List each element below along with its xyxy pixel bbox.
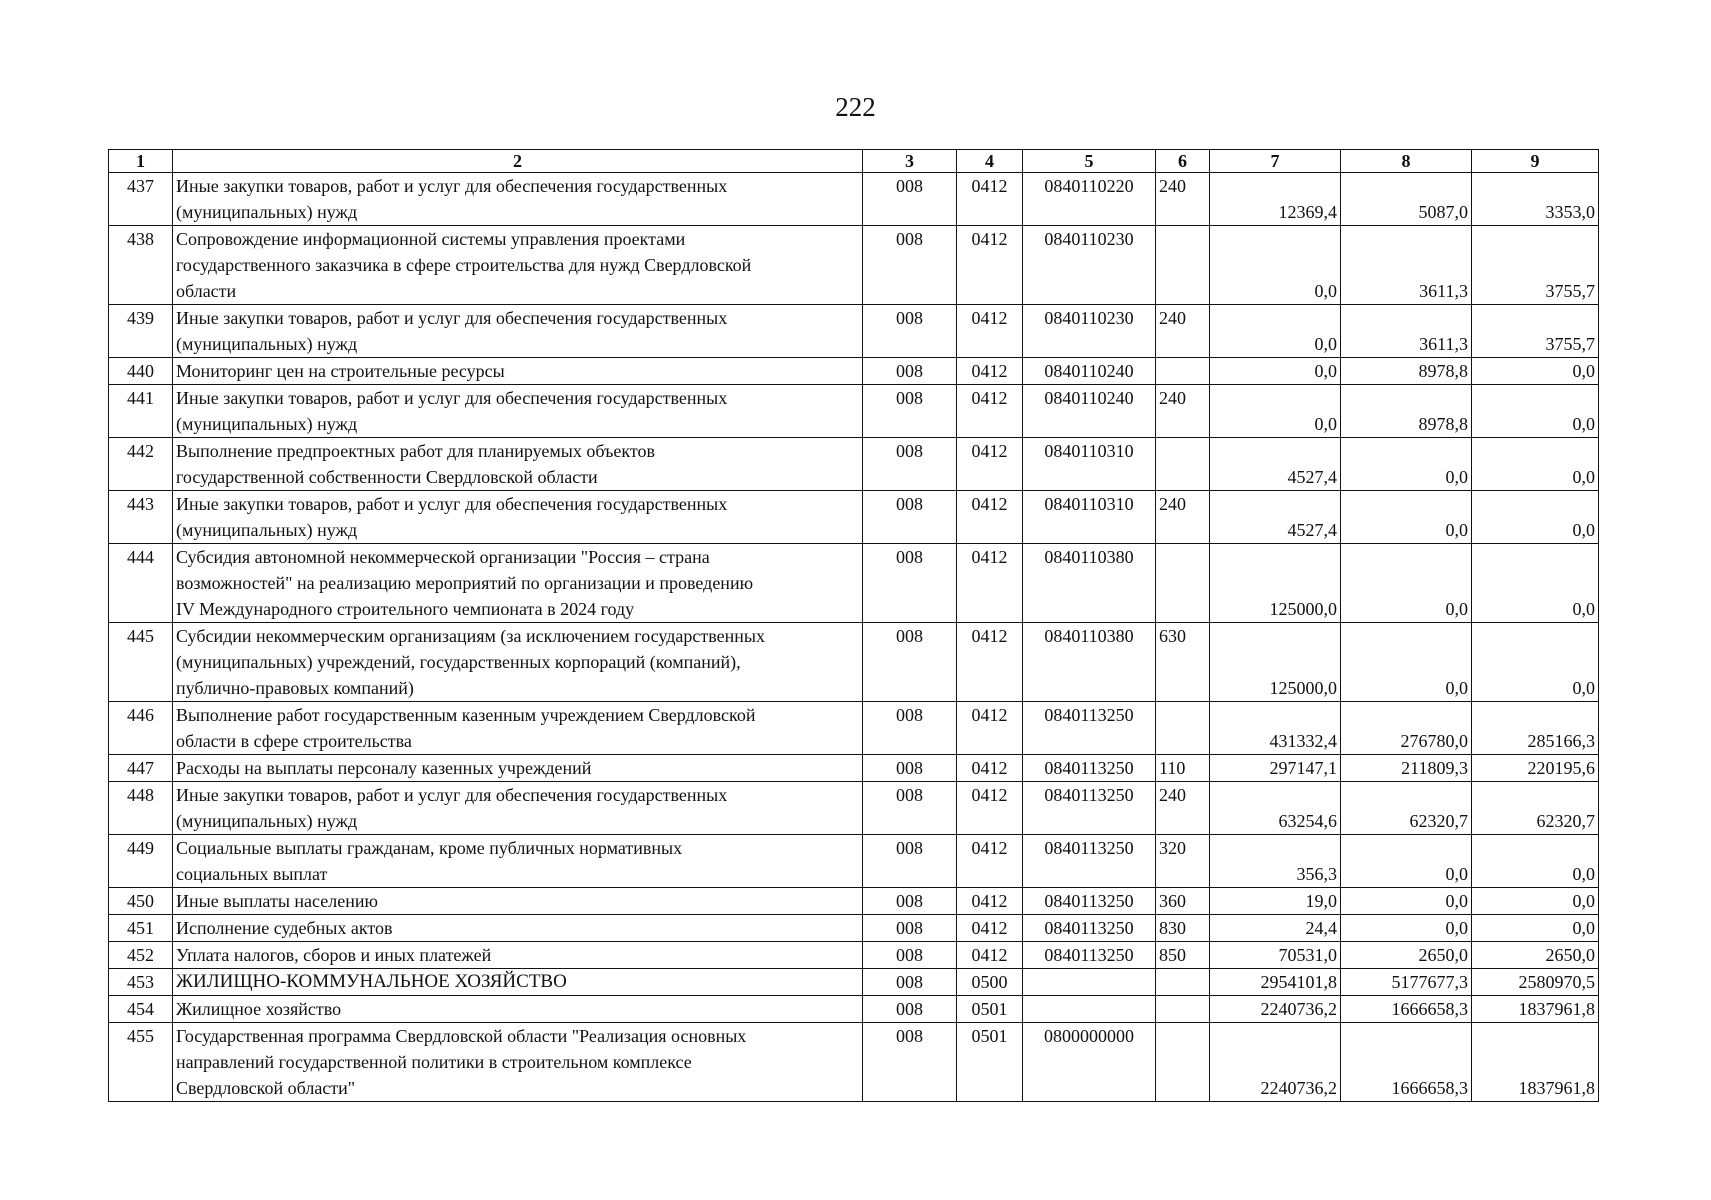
row-number: 440 [109, 358, 173, 385]
code-section: 0412 [957, 835, 1023, 888]
amount-2024: 431332,4 [1210, 702, 1341, 755]
code-type: 630 [1156, 623, 1210, 702]
row-number: 454 [109, 996, 173, 1023]
amount-2026: 3755,7 [1472, 305, 1599, 358]
row-name: Иные выплаты населению [173, 888, 863, 915]
amount-2025: 0,0 [1341, 491, 1472, 544]
table-row [109, 623, 1599, 702]
amount-2024: 24,4 [1210, 915, 1341, 942]
header-cell: 4 [957, 150, 1023, 173]
row-name: Сопровождение информационной системы управления проектами государственного заказчика в сфере строительства для нужд Свердловской области [173, 226, 863, 305]
amount-2025: 0,0 [1341, 438, 1472, 491]
code-section: 0412 [957, 888, 1023, 915]
code-section: 0412 [957, 942, 1023, 969]
amount-2024: 63254,6 [1210, 782, 1341, 835]
row-name: Иные закупки товаров, работ и услуг для обеспечения государственных (муниципальных) нужд [173, 782, 863, 835]
table-row [109, 835, 1599, 888]
row-name: Субсидии некоммерческим организациям (за исключением государственных (муниципальных) учреждений, государственных корпораций (компаний), публично-правовых компаний) [173, 623, 863, 702]
code-target: 0840110310 [1023, 491, 1156, 544]
amount-2026: 1837961,8 [1472, 1023, 1599, 1102]
row-name: Исполнение судебных актов [173, 915, 863, 942]
code-admin: 008 [863, 1023, 957, 1102]
amount-2025: 1666658,3 [1341, 1023, 1472, 1102]
code-target [1023, 996, 1156, 1023]
header-cell: 7 [1210, 150, 1341, 173]
code-target: 0840110380 [1023, 544, 1156, 623]
amount-2026: 0,0 [1472, 915, 1599, 942]
code-type [1156, 438, 1210, 491]
amount-2024: 125000,0 [1210, 544, 1341, 623]
code-admin: 008 [863, 782, 957, 835]
code-target: 0840110230 [1023, 305, 1156, 358]
row-name: Мониторинг цен на строительные ресурсы [173, 358, 863, 385]
row-name: ЖИЛИЩНО-КОММУНАЛЬНОЕ ХОЗЯЙСТВО [173, 969, 863, 996]
amount-2025: 0,0 [1341, 544, 1472, 623]
table-row [109, 305, 1599, 358]
code-section: 0412 [957, 915, 1023, 942]
code-section: 0501 [957, 1023, 1023, 1102]
code-type: 110 [1156, 755, 1210, 782]
code-type: 240 [1156, 385, 1210, 438]
row-name: Выполнение предпроектных работ для планируемых объектов государственной собственности Свердловской области [173, 438, 863, 491]
code-section: 0412 [957, 782, 1023, 835]
amount-2025: 8978,8 [1341, 385, 1472, 438]
code-target: 0840113250 [1023, 755, 1156, 782]
row-number: 437 [109, 173, 173, 226]
code-section: 0412 [957, 226, 1023, 305]
header-cell: 3 [863, 150, 957, 173]
amount-2024: 2240736,2 [1210, 1023, 1341, 1102]
code-type [1156, 969, 1210, 996]
amount-2024: 19,0 [1210, 888, 1341, 915]
table-row [109, 702, 1599, 755]
code-type: 240 [1156, 782, 1210, 835]
amount-2025: 276780,0 [1341, 702, 1472, 755]
table-row [109, 438, 1599, 491]
amount-2025: 1666658,3 [1341, 996, 1472, 1023]
code-admin: 008 [863, 438, 957, 491]
amount-2026: 2580970,5 [1472, 969, 1599, 996]
code-target: 0840113250 [1023, 942, 1156, 969]
amount-2024: 0,0 [1210, 226, 1341, 305]
amount-2026: 0,0 [1472, 438, 1599, 491]
row-number: 444 [109, 544, 173, 623]
amount-2024: 125000,0 [1210, 623, 1341, 702]
code-section: 0412 [957, 358, 1023, 385]
amount-2025: 0,0 [1341, 623, 1472, 702]
code-target: 0840110240 [1023, 385, 1156, 438]
row-name: Иные закупки товаров, работ и услуг для обеспечения государственных (муниципальных) нужд [173, 491, 863, 544]
row-name: Субсидия автономной некоммерческой организации "Россия – страна возможностей" на реализацию мероприятий по организации и проведению IV Международного строительного чемпионата в 2024 году [173, 544, 863, 623]
table-row [109, 915, 1599, 942]
amount-2024: 4527,4 [1210, 438, 1341, 491]
code-section: 0501 [957, 996, 1023, 1023]
code-target: 0800000000 [1023, 1023, 1156, 1102]
code-target: 0840110380 [1023, 623, 1156, 702]
amount-2024: 70531,0 [1210, 942, 1341, 969]
code-type [1156, 544, 1210, 623]
table-row [109, 358, 1599, 385]
amount-2025: 3611,3 [1341, 226, 1472, 305]
table-row [109, 755, 1599, 782]
code-target: 0840113250 [1023, 702, 1156, 755]
code-type: 320 [1156, 835, 1210, 888]
table-row [109, 996, 1599, 1023]
amount-2026: 0,0 [1472, 544, 1599, 623]
amount-2025: 0,0 [1341, 835, 1472, 888]
row-number: 443 [109, 491, 173, 544]
code-type [1156, 702, 1210, 755]
table-row [109, 969, 1599, 996]
code-admin: 008 [863, 358, 957, 385]
amount-2025: 0,0 [1341, 888, 1472, 915]
code-type [1156, 996, 1210, 1023]
table-row [109, 173, 1599, 226]
header-cell: 1 [109, 150, 173, 173]
row-name: Иные закупки товаров, работ и услуг для обеспечения государственных (муниципальных) нужд [173, 305, 863, 358]
row-number: 452 [109, 942, 173, 969]
code-admin: 008 [863, 888, 957, 915]
code-section: 0412 [957, 702, 1023, 755]
amount-2026: 3755,7 [1472, 226, 1599, 305]
code-type: 240 [1156, 173, 1210, 226]
code-admin: 008 [863, 755, 957, 782]
code-section: 0412 [957, 438, 1023, 491]
amount-2024: 2954101,8 [1210, 969, 1341, 996]
row-number: 448 [109, 782, 173, 835]
code-target: 0840110220 [1023, 173, 1156, 226]
amount-2025: 62320,7 [1341, 782, 1472, 835]
amount-2026: 62320,7 [1472, 782, 1599, 835]
code-admin: 008 [863, 996, 957, 1023]
header-cell: 2 [173, 150, 863, 173]
amount-2026: 0,0 [1472, 835, 1599, 888]
code-target: 0840110230 [1023, 226, 1156, 305]
amount-2024: 12369,4 [1210, 173, 1341, 226]
amount-2024: 0,0 [1210, 305, 1341, 358]
row-number: 447 [109, 755, 173, 782]
amount-2026: 220195,6 [1472, 755, 1599, 782]
row-number: 439 [109, 305, 173, 358]
code-section: 0500 [957, 969, 1023, 996]
code-admin: 008 [863, 623, 957, 702]
code-type [1156, 358, 1210, 385]
code-admin: 008 [863, 491, 957, 544]
code-type: 360 [1156, 888, 1210, 915]
amount-2025: 2650,0 [1341, 942, 1472, 969]
code-section: 0412 [957, 173, 1023, 226]
table-row [109, 942, 1599, 969]
amount-2026: 0,0 [1472, 358, 1599, 385]
amount-2025: 5177677,3 [1341, 969, 1472, 996]
row-name: Выполнение работ государственным казенным учреждением Свердловской области в сфере строительства [173, 702, 863, 755]
code-admin: 008 [863, 942, 957, 969]
amount-2026: 2650,0 [1472, 942, 1599, 969]
row-number: 449 [109, 835, 173, 888]
header-cell: 9 [1472, 150, 1599, 173]
table-row [109, 888, 1599, 915]
code-admin: 008 [863, 835, 957, 888]
amount-2024: 0,0 [1210, 358, 1341, 385]
table-row [109, 782, 1599, 835]
table-row [109, 226, 1599, 305]
code-admin: 008 [863, 544, 957, 623]
row-name: Государственная программа Свердловской области "Реализация основных направлений государственной политики в строительном комплексе Свердловской области" [173, 1023, 863, 1102]
table-row [109, 385, 1599, 438]
row-number: 455 [109, 1023, 173, 1102]
amount-2026: 0,0 [1472, 491, 1599, 544]
code-target: 0840113250 [1023, 888, 1156, 915]
code-section: 0412 [957, 544, 1023, 623]
code-section: 0412 [957, 491, 1023, 544]
code-section: 0412 [957, 385, 1023, 438]
row-number: 446 [109, 702, 173, 755]
amount-2024: 4527,4 [1210, 491, 1341, 544]
amount-2026: 0,0 [1472, 888, 1599, 915]
code-type: 240 [1156, 491, 1210, 544]
code-target: 0840113250 [1023, 782, 1156, 835]
code-admin: 008 [863, 305, 957, 358]
amount-2026: 285166,3 [1472, 702, 1599, 755]
table-row [109, 544, 1599, 623]
amount-2026: 1837961,8 [1472, 996, 1599, 1023]
amount-2024: 0,0 [1210, 385, 1341, 438]
code-admin: 008 [863, 702, 957, 755]
code-target [1023, 969, 1156, 996]
budget-table [108, 149, 1599, 1102]
amount-2025: 3611,3 [1341, 305, 1472, 358]
page-number: 222 [835, 92, 876, 122]
row-name: Расходы на выплаты персоналу казенных учреждений [173, 755, 863, 782]
code-target: 0840110240 [1023, 358, 1156, 385]
code-target: 0840113250 [1023, 915, 1156, 942]
row-number: 441 [109, 385, 173, 438]
amount-2025: 5087,0 [1341, 173, 1472, 226]
table-row [109, 491, 1599, 544]
code-type: 850 [1156, 942, 1210, 969]
code-section: 0412 [957, 623, 1023, 702]
code-admin: 008 [863, 385, 957, 438]
amount-2026: 3353,0 [1472, 173, 1599, 226]
row-name: Уплата налогов, сборов и иных платежей [173, 942, 863, 969]
row-name: Иные закупки товаров, работ и услуг для обеспечения государственных (муниципальных) нужд [173, 173, 863, 226]
code-type: 830 [1156, 915, 1210, 942]
code-admin: 008 [863, 226, 957, 305]
header-cell: 8 [1341, 150, 1472, 173]
row-number: 438 [109, 226, 173, 305]
header-cell: 6 [1156, 150, 1210, 173]
code-type: 240 [1156, 305, 1210, 358]
code-admin: 008 [863, 969, 957, 996]
code-target: 0840110310 [1023, 438, 1156, 491]
amount-2024: 297147,1 [1210, 755, 1341, 782]
code-section: 0412 [957, 755, 1023, 782]
header-cell: 5 [1023, 150, 1156, 173]
code-type [1156, 226, 1210, 305]
code-admin: 008 [863, 173, 957, 226]
row-number: 450 [109, 888, 173, 915]
amount-2026: 0,0 [1472, 623, 1599, 702]
row-name: Иные закупки товаров, работ и услуг для обеспечения государственных (муниципальных) нужд [173, 385, 863, 438]
row-number: 451 [109, 915, 173, 942]
row-name: Жилищное хозяйство [173, 996, 863, 1023]
amount-2025: 211809,3 [1341, 755, 1472, 782]
amount-2026: 0,0 [1472, 385, 1599, 438]
code-target: 0840113250 [1023, 835, 1156, 888]
row-number: 453 [109, 969, 173, 996]
row-number: 445 [109, 623, 173, 702]
amount-2025: 0,0 [1341, 915, 1472, 942]
table-header-row [109, 150, 1599, 173]
amount-2024: 356,3 [1210, 835, 1341, 888]
code-admin: 008 [863, 915, 957, 942]
amount-2025: 8978,8 [1341, 358, 1472, 385]
amount-2024: 2240736,2 [1210, 996, 1341, 1023]
code-type [1156, 1023, 1210, 1102]
table-row [109, 1023, 1599, 1102]
code-section: 0412 [957, 305, 1023, 358]
row-number: 442 [109, 438, 173, 491]
row-name: Социальные выплаты гражданам, кроме публичных нормативных социальных выплат [173, 835, 863, 888]
